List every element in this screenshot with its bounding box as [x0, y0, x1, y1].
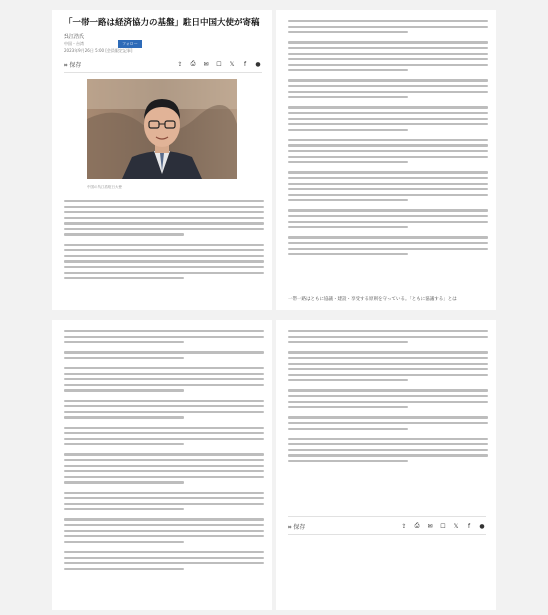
share-icon[interactable]: ⇪ — [401, 522, 407, 530]
twitter-icon[interactable]: 𝕏 — [229, 60, 235, 68]
article-body-panel-1 — [276, 10, 496, 310]
share-icon[interactable]: ⇪ — [177, 60, 183, 68]
divider — [64, 72, 262, 73]
mail-icon[interactable]: ✉ — [427, 522, 433, 530]
article-toolbar — [400, 522, 486, 530]
save-button[interactable] — [64, 60, 81, 70]
mail-icon[interactable]: ✉ — [203, 60, 209, 68]
bookmark-icon[interactable]: ☐ — [440, 522, 446, 530]
article-header-panel — [52, 10, 272, 310]
print-icon[interactable]: ⎙ — [190, 60, 196, 67]
category-label[interactable]: 中国・台湾 — [64, 41, 84, 46]
facebook-icon[interactable]: f — [467, 522, 471, 530]
author-name[interactable]: 呉江浩氏 — [64, 34, 85, 40]
article-body-block — [288, 330, 488, 470]
article-body-panel-2 — [52, 320, 272, 610]
continue-text: 一帯一路はともに協議・建設・享受する原則を守っている。「ともに協議する」とは — [288, 297, 457, 302]
save-icon: ⌗ — [288, 524, 292, 531]
article-body-block — [64, 330, 264, 573]
line-icon[interactable]: ● — [255, 60, 261, 68]
save-icon: ⌗ — [64, 62, 68, 69]
article-body-block — [288, 20, 488, 259]
article-title: 「一帯一路は経済協力の基盤」駐日中国大使が寄稿 — [64, 18, 260, 28]
print-icon[interactable]: ⎙ — [414, 522, 420, 529]
divider — [288, 534, 486, 535]
follow-button[interactable]: フォロー — [118, 40, 142, 48]
bookmark-icon[interactable]: ☐ — [216, 60, 222, 68]
divider — [288, 516, 486, 517]
save-button[interactable] — [288, 522, 305, 532]
twitter-icon[interactable]: 𝕏 — [453, 522, 459, 530]
save-label: 保存 — [69, 62, 82, 69]
ambassador-photo — [87, 79, 237, 179]
article-body-panel-3 — [276, 320, 496, 610]
save-label: 保存 — [293, 524, 306, 531]
article-body-intro — [64, 200, 264, 283]
line-icon[interactable]: ● — [479, 522, 485, 530]
facebook-icon[interactable]: f — [243, 60, 247, 68]
photo-caption: 中国の呉江浩駐日大使 — [87, 185, 122, 189]
publish-date: 2023年9月26日 5:00 [会員限定記事] — [64, 48, 133, 53]
article-toolbar — [176, 60, 262, 68]
